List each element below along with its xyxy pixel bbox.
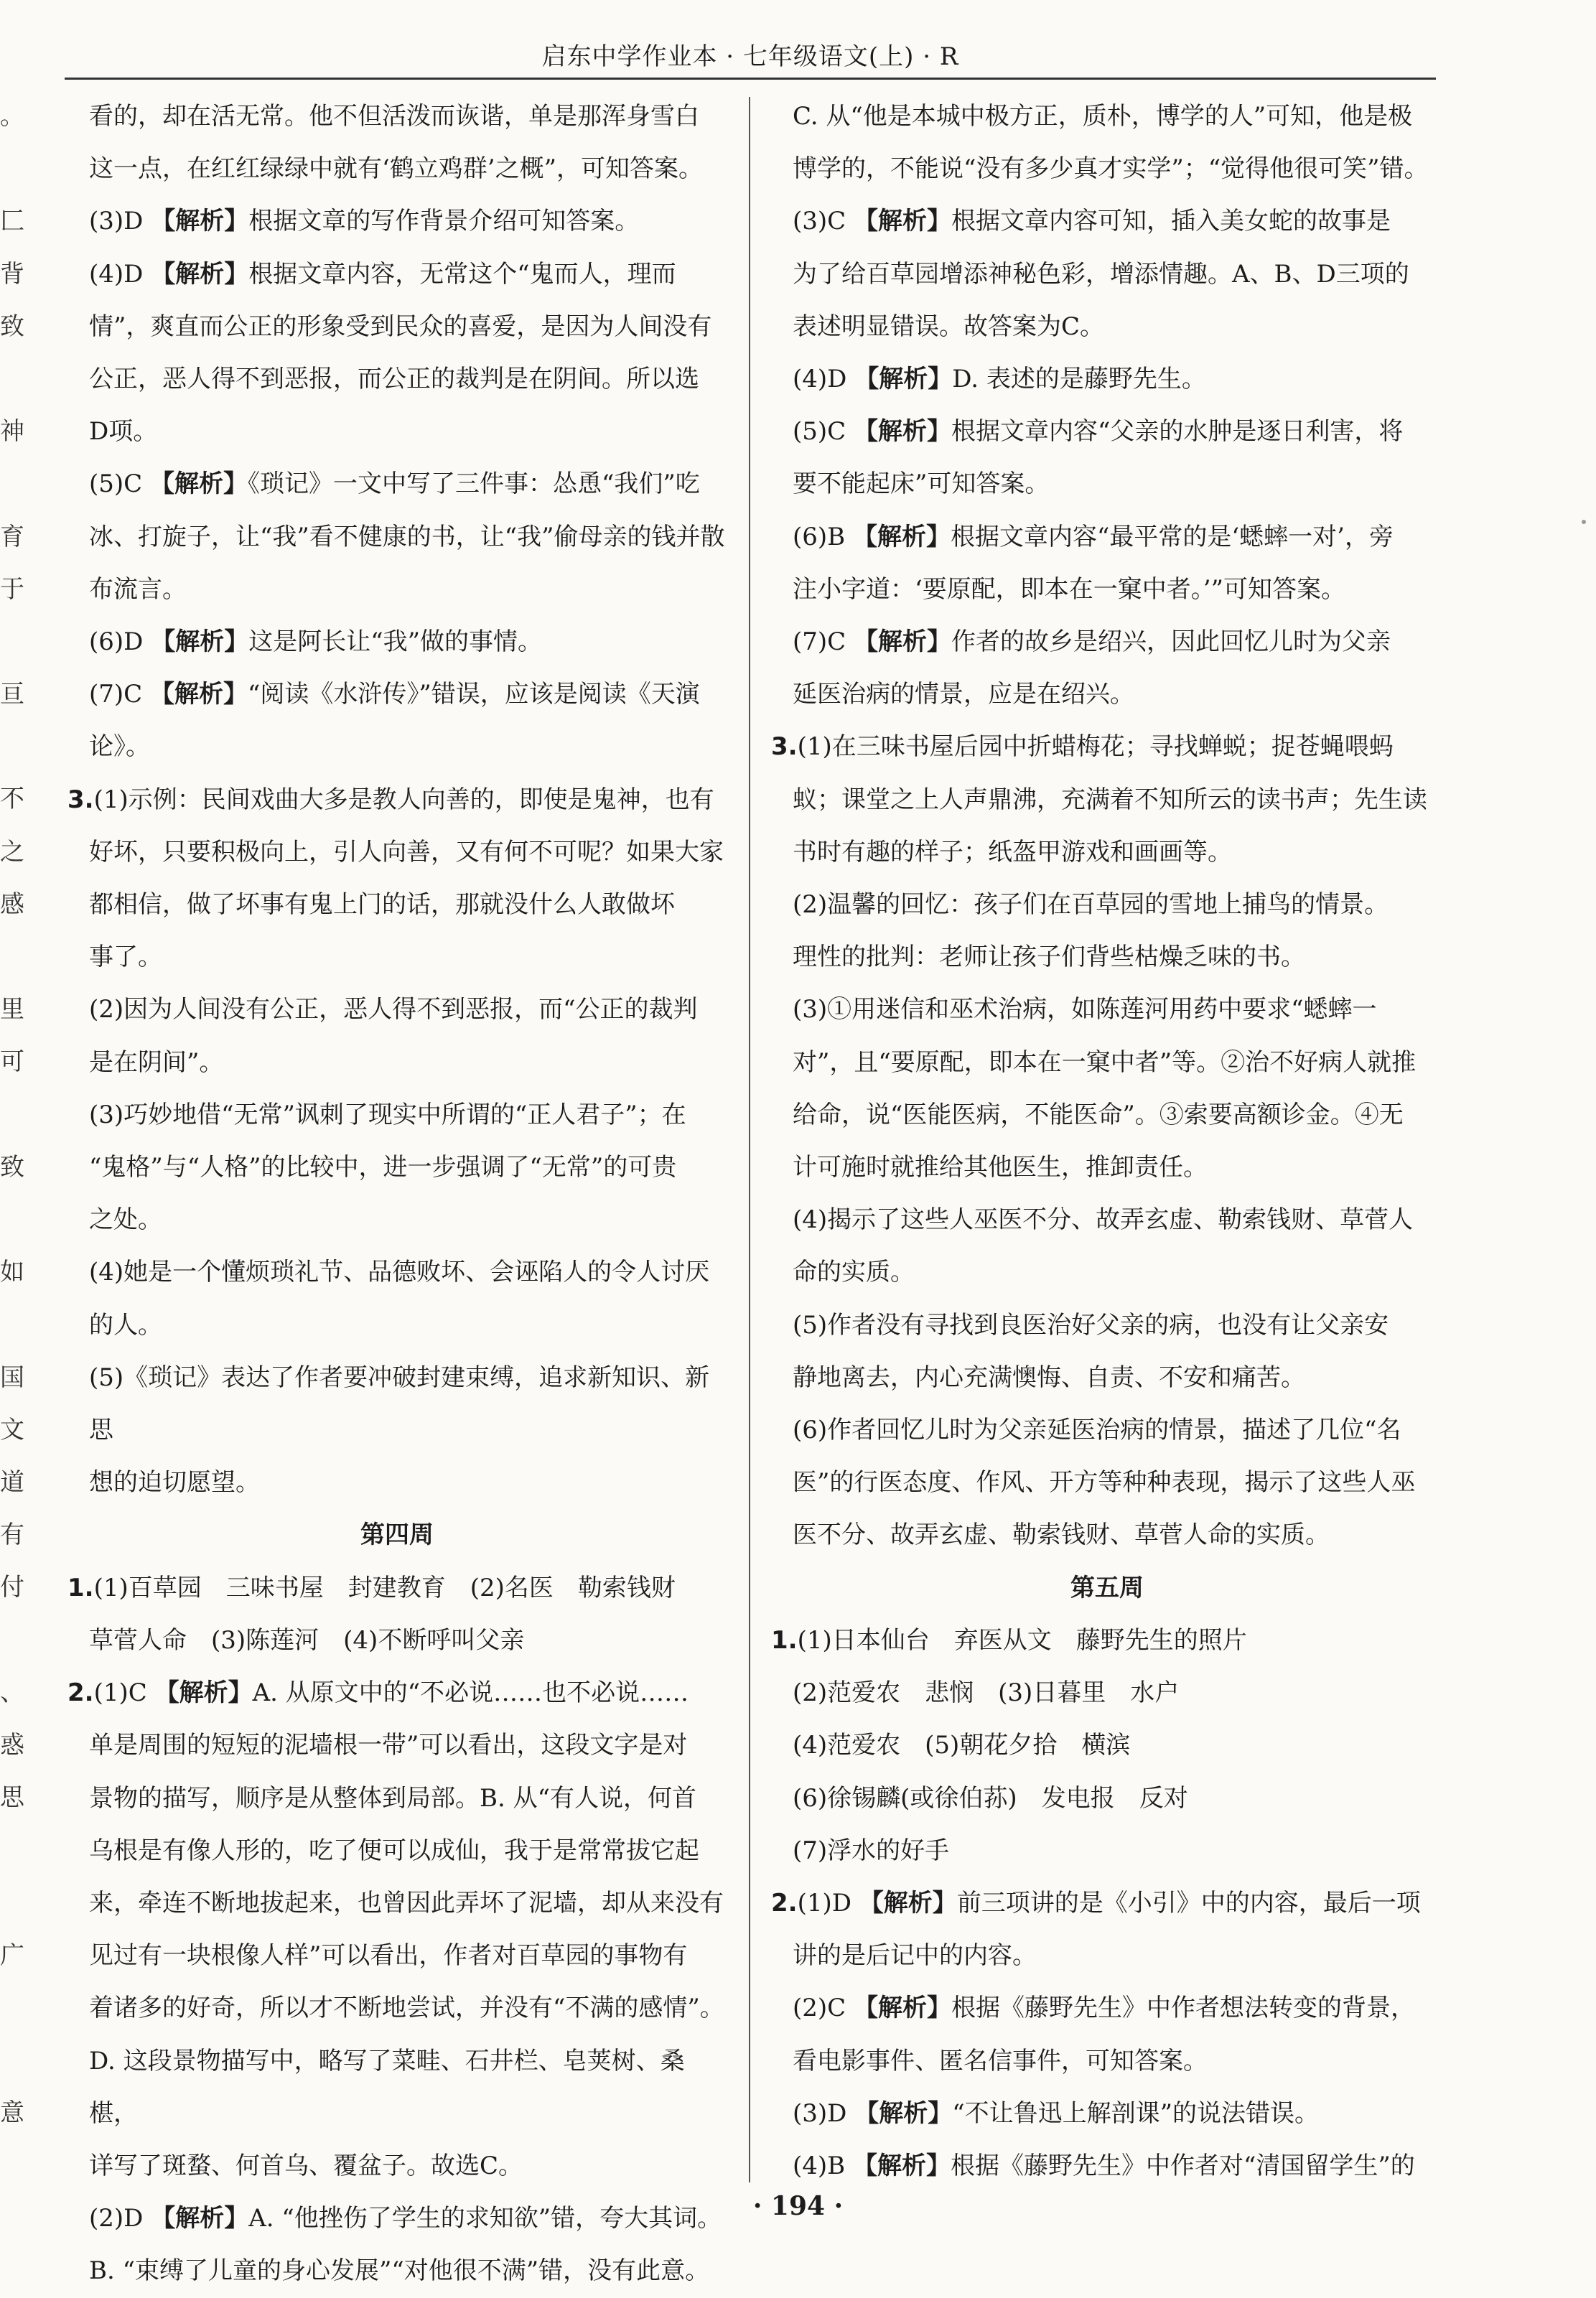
analysis-tag: 【解析】 xyxy=(859,1888,957,1918)
answer-line xyxy=(771,195,1443,248)
answer-choice: (2)C xyxy=(793,1994,854,2023)
text-line: 公正，恶人得不到恶报，而公正的裁判是在阴间。所以选 xyxy=(89,365,699,394)
edge-char xyxy=(0,616,17,668)
answer-choice: (3)C xyxy=(793,207,854,236)
analysis-text: 作者的故乡是绍兴，因此回忆儿时为父亲 xyxy=(951,627,1391,657)
analysis-tag: 【解析】 xyxy=(151,627,249,657)
analysis-text: 根据《藤野先生》中作者想法转变的背景， xyxy=(951,1994,1415,2023)
text-line: 见过有一块根像人样”可以看出，作者对百草园的事物有 xyxy=(89,1941,688,1971)
text-line: 医不分、故弄玄虚、勒索钱财、草菅人命的实质。 xyxy=(793,1521,1330,1550)
answer-line xyxy=(771,616,1443,668)
answer-choice: (2)D xyxy=(89,2204,151,2233)
text-line: 看电影事件、匿名信事件，可知答案。 xyxy=(793,2046,1208,2075)
left-column xyxy=(67,90,727,2298)
question-number: 3. xyxy=(771,732,798,762)
answer-line xyxy=(771,511,1443,564)
edge-char: 文 xyxy=(0,1415,24,1444)
answer-line xyxy=(771,353,1443,406)
answer-line: 理性的批判：老师让孩子们背些枯燥乏味的书。 xyxy=(793,943,1305,972)
answer-choice: (6)B xyxy=(793,522,853,551)
answer-choice: (7)C xyxy=(793,627,854,657)
edge-char: 育 xyxy=(0,522,24,551)
text-line: C. 从“他是本城中极方正，质朴，博学的人”可知，他是极 xyxy=(793,102,1413,131)
edge-char: 致 xyxy=(0,1152,24,1182)
text-line: 情”，爽直而公正的形象受到民众的喜爱，是因为人间没有 xyxy=(89,312,712,341)
text-line: 书时有趣的样子；纸盔甲游戏和画画等。 xyxy=(793,837,1232,867)
right-column xyxy=(771,90,1443,2192)
edge-char: 亘 xyxy=(0,680,24,709)
edge-char xyxy=(0,1824,17,1877)
answer-choice: (4)B xyxy=(793,2151,853,2180)
page-number: · 194 · xyxy=(752,2191,844,2221)
text-line: 好坏，只要积极向上，引人向善，又有何不可呢？如果大家 xyxy=(89,837,724,867)
question-line xyxy=(67,1667,727,1719)
answer-line: (3)巧妙地借“无常”讽刺了现实中所谓的“正人君子”；在 xyxy=(89,1100,686,1129)
answer-line xyxy=(771,406,1443,458)
answer-line: (2)因为人间没有公正，恶人得不到恶报，而“公正的裁判 xyxy=(89,995,698,1024)
answer-line: (6)徐锡麟(或徐伯荪) 发电报 反对 xyxy=(793,1783,1188,1813)
question-text: (1)百草园 三味书屋 封建教育 (2)名医 勒索钱财 xyxy=(93,1573,676,1602)
text-line: 想的迫切愿望。 xyxy=(89,1468,260,1498)
scan-dot xyxy=(1582,520,1586,524)
edge-char xyxy=(0,1194,17,1246)
edge-char xyxy=(0,1982,17,2035)
text-line: 注小字道：‘要原配，即本在一窠中者。’”可知答案。 xyxy=(793,574,1345,604)
text-line: B. “束缚了儿童的身心发展”“对他很不满”错，没有此意。 xyxy=(89,2256,710,2286)
text-line: 给命，说“医能医病，不能医命”。③索要高额诊金。④无 xyxy=(793,1100,1404,1129)
answer-line xyxy=(771,2140,1443,2192)
text-line: 对”，且“要原配，即本在一窠中者”等。②治不好病人就推 xyxy=(793,1047,1417,1077)
answer-line: (6)作者回忆儿时为父亲延医治病的情景，描述了几位“名 xyxy=(793,1416,1401,1445)
edge-char: 之 xyxy=(0,837,24,867)
question-text: (1)C xyxy=(93,1678,147,1708)
text-line: 草菅人命 (3)陈莲河 (4)不断呼叫父亲 xyxy=(89,1625,525,1655)
edge-char: 国 xyxy=(0,1363,24,1392)
answer-line: (7)浮水的好手 xyxy=(793,1836,950,1865)
analysis-text: 根据文章内容“最平常的是‘蟋蟀一对’，旁 xyxy=(950,522,1394,551)
analysis-tag: 【解析】 xyxy=(853,417,951,447)
text-line: 冰、打旋子，让“我”看不健康的书，让“我”偷母亲的钱并散 xyxy=(89,522,725,551)
analysis-text: 前三项讲的是《小引》中的内容，最后一项 xyxy=(956,1888,1421,1918)
text-line: 景物的描写，顺序是从整体到局部。B. 从“有人说，何首 xyxy=(89,1783,696,1813)
text-line: 蚁；课堂之上人声鼎沸，充满着不知所云的读书声；先生读 xyxy=(793,785,1427,814)
text-line: 单是周围的短短的泥墙根一带”可以看出，这段文字是对 xyxy=(89,1731,688,1760)
answer-choice: (3)D xyxy=(89,207,151,236)
answer-line: (4)揭示了这些人巫医不分、故弄玄虚、勒索钱财、草菅人 xyxy=(793,1205,1414,1235)
edge-char: 惑 xyxy=(0,1730,24,1760)
text-line: 都相信，做了坏事有鬼上门的话，那就没什么人敢做坏 xyxy=(89,890,675,920)
adjacent-page-edge xyxy=(0,90,24,2139)
text-line: 布流言。 xyxy=(89,574,187,604)
analysis-text: 这是阿长让“我”做的事情。 xyxy=(248,627,542,657)
text-line: “鬼格”与“人格”的比较中，进一步强调了“无常”的可贵 xyxy=(89,1153,677,1182)
analysis-text: D. 表述的是藤野先生。 xyxy=(952,365,1206,394)
section-heading: 第五周 xyxy=(1070,1573,1144,1602)
edge-char: 如 xyxy=(0,1258,24,1287)
analysis-text: A. 从原文中的“不必说……也不必说…… xyxy=(252,1678,689,1708)
edge-char: 感 xyxy=(0,889,24,919)
edge-char: 。 xyxy=(0,102,24,131)
question-line xyxy=(67,1562,727,1615)
edge-char xyxy=(0,1614,17,1666)
text-line: 医”的行医态度、作风、开方等种种表现，揭示了这些人巫 xyxy=(793,1468,1416,1498)
edge-char: 致 xyxy=(0,312,24,341)
question-text: (1)日本仙台 弃医从文 藤野先生的照片 xyxy=(797,1625,1247,1655)
edge-char xyxy=(0,1089,17,1141)
header-rule xyxy=(65,78,1436,80)
answer-choice: (7)C xyxy=(89,680,150,709)
answer-line: (5)作者没有寻找到良医治好父亲的病，也没有让父亲安 xyxy=(793,1310,1389,1340)
analysis-tag: 【解析】 xyxy=(151,2204,249,2233)
analysis-text: “阅读《水浒传》”错误，应该是阅读《天演 xyxy=(247,680,700,709)
analysis-text: 根据文章的写作背景介绍可知答案。 xyxy=(248,207,640,236)
analysis-text: 根据文章内容可知，插入美女蛇的故事是 xyxy=(951,207,1391,236)
analysis-text: 根据《藤野先生》中作者对“清国留学生”的 xyxy=(950,2151,1415,2180)
question-text: (1)D xyxy=(797,1888,851,1918)
edge-char xyxy=(0,721,17,773)
analysis-text: 根据文章内容“父亲的水肿是逐日利害，将 xyxy=(951,417,1404,447)
edge-char: 广 xyxy=(0,1940,24,1970)
text-line: 静地离去，内心充满懊悔、自责、不安和痛苦。 xyxy=(793,1363,1305,1392)
question-line xyxy=(771,1615,1443,1667)
analysis-tag: 【解析】 xyxy=(854,365,953,394)
text-line: 这一点，在红红绿绿中就有‘鹤立鸡群’之概”，可知答案。 xyxy=(89,154,703,184)
edge-char: 不 xyxy=(0,785,24,814)
edge-char: 匚 xyxy=(0,207,24,236)
text-line: D项。 xyxy=(89,417,158,447)
text-line: 计可施时就推给其他医生，推卸责任。 xyxy=(793,1153,1208,1182)
question-number: 2. xyxy=(771,1888,798,1918)
text-line: D. 这段景物描写中，略写了菜畦、石井栏、皂荚树、桑椹， xyxy=(89,2046,685,2128)
edge-char: 思 xyxy=(0,1783,24,1812)
text-line: 延医治病的情景，应是在绍兴。 xyxy=(793,680,1134,709)
answer-line xyxy=(67,195,727,248)
answer-line xyxy=(67,248,727,301)
analysis-tag: 【解析】 xyxy=(853,627,951,657)
analysis-tag: 【解析】 xyxy=(853,207,951,236)
text-line: 着诸多的好奇，所以才不断地尝试，并没有“不满的感情”。 xyxy=(89,1994,724,2023)
answer-choice: (6)D xyxy=(89,627,151,657)
text-line: 讲的是后记中的内容。 xyxy=(793,1941,1037,1971)
text-line: 事了。 xyxy=(89,943,162,972)
edge-char: 神 xyxy=(0,417,24,447)
analysis-text: 《琐记》一文中写了三件事：怂恿“我们”吃 xyxy=(247,470,700,499)
edge-char: 道 xyxy=(0,1467,24,1497)
question-line xyxy=(67,774,727,826)
text-line: 为了给百草园增添神秘色彩，增添情趣。A、B、D三项的 xyxy=(793,259,1409,289)
answer-line xyxy=(771,1982,1443,2035)
edge-char: 、 xyxy=(0,1678,24,1707)
analysis-tag: 【解析】 xyxy=(852,522,951,551)
edge-char xyxy=(0,143,17,195)
question-line xyxy=(771,1877,1443,1930)
analysis-tag: 【解析】 xyxy=(852,2151,951,2180)
text-line: 之处。 xyxy=(89,1205,162,1235)
edge-char: 里 xyxy=(0,995,24,1024)
analysis-tag: 【解析】 xyxy=(151,207,249,236)
text-line: 的人。 xyxy=(89,1310,162,1340)
question-text: (1)在三味书屋后园中折蜡梅花；寻找蝉蜕；捉苍蝇喂蚂 xyxy=(797,732,1394,762)
edge-char xyxy=(0,1299,17,1351)
edge-char xyxy=(0,353,17,406)
answer-line: (4)她是一个懂烦琐礼节、品德败坏、会诬陷人的令人讨厌 xyxy=(89,1258,710,1287)
analysis-text: 根据文章内容，无常这个“鬼而人，理而 xyxy=(248,259,676,289)
edge-char: 于 xyxy=(0,574,24,604)
edge-char xyxy=(0,458,17,510)
answer-line: (3)①用迷信和巫术治病，如陈莲河用药中要求“蟋蟀一 xyxy=(793,995,1377,1024)
question-number: 1. xyxy=(67,1573,94,1602)
edge-char: 有 xyxy=(0,1521,24,1550)
analysis-text: A. “他挫伤了学生的求知欲”错，夸大其词。 xyxy=(248,2204,722,2233)
analysis-tag: 【解析】 xyxy=(154,1678,253,1708)
text-line: 论》。 xyxy=(89,732,150,762)
answer-choice: (4)D xyxy=(89,259,151,289)
answer-choice: (4)D xyxy=(793,365,855,394)
question-line xyxy=(771,721,1443,773)
edge-char xyxy=(0,1877,17,1929)
analysis-tag: 【解析】 xyxy=(149,470,248,499)
answer-line: (5)《琐记》表达了作者要冲破封建束缚，追求新知识、新思 xyxy=(89,1363,710,1445)
analysis-text: “不让鲁迅上解剖课”的说法错误。 xyxy=(952,2098,1319,2128)
text-line: 博学的，不能说“没有多少真才实学”；“觉得他很可笑”错。 xyxy=(793,154,1429,184)
answer-line xyxy=(67,668,727,721)
text-line: 命的实质。 xyxy=(793,1258,915,1287)
question-number: 2. xyxy=(67,1678,94,1708)
section-heading: 第四周 xyxy=(360,1521,434,1550)
text-line: 要不能起床”可知答案。 xyxy=(793,470,1050,499)
answer-choice: (5)C xyxy=(89,470,150,499)
answer-line xyxy=(771,2088,1443,2140)
text-line: 是在阴间”。 xyxy=(89,1047,224,1077)
answer-line: (2)温馨的回忆：孩子们在百草园的雪地上捕鸟的情景。 xyxy=(793,890,1389,920)
analysis-tag: 【解析】 xyxy=(853,1994,951,2023)
question-number: 1. xyxy=(771,1625,798,1655)
running-header: 启东中学作业本 · 七年级语文(上) · R xyxy=(541,42,959,71)
analysis-tag: 【解析】 xyxy=(149,680,248,709)
answer-choice: (3)D xyxy=(793,2098,855,2128)
answer-line xyxy=(67,458,727,510)
text-line: 表述明显错误。故答案为C。 xyxy=(793,312,1105,341)
answer-line xyxy=(67,616,727,668)
edge-char: 付 xyxy=(0,1573,24,1602)
text-line: 乌根是有像人形的，吃了便可以成仙，我于是常常拔它起 xyxy=(89,1836,699,1865)
answer-choice: (5)C xyxy=(793,417,854,447)
analysis-tag: 【解析】 xyxy=(854,2098,953,2128)
question-text: (1)示例：民间戏曲大多是教人向善的，即使是鬼神，也有 xyxy=(93,785,714,814)
edge-char xyxy=(0,2035,17,2087)
edge-char xyxy=(0,931,17,984)
answer-line: (2)范爱农 悲悯 (3)日暮里 水户 xyxy=(793,1678,1180,1708)
edge-char: 背 xyxy=(0,259,24,289)
answer-line: (4)范爱农 (5)朝花夕拾 横滨 xyxy=(793,1731,1131,1760)
text-line: 详写了斑蝥、何首乌、覆盆子。故选C。 xyxy=(89,2151,523,2180)
edge-char: 意 xyxy=(0,2098,24,2128)
edge-char: 可 xyxy=(0,1047,24,1077)
column-divider xyxy=(749,97,750,2182)
text-line: 看的，却在活无常。他不但活泼而诙谐，单是那浑身雪白 xyxy=(89,102,699,131)
analysis-tag: 【解析】 xyxy=(151,259,249,289)
question-number: 3. xyxy=(67,785,94,814)
text-line: 来，牵连不断地拔起来，也曾因此弄坏了泥墙，却从来没有 xyxy=(89,1888,724,1918)
